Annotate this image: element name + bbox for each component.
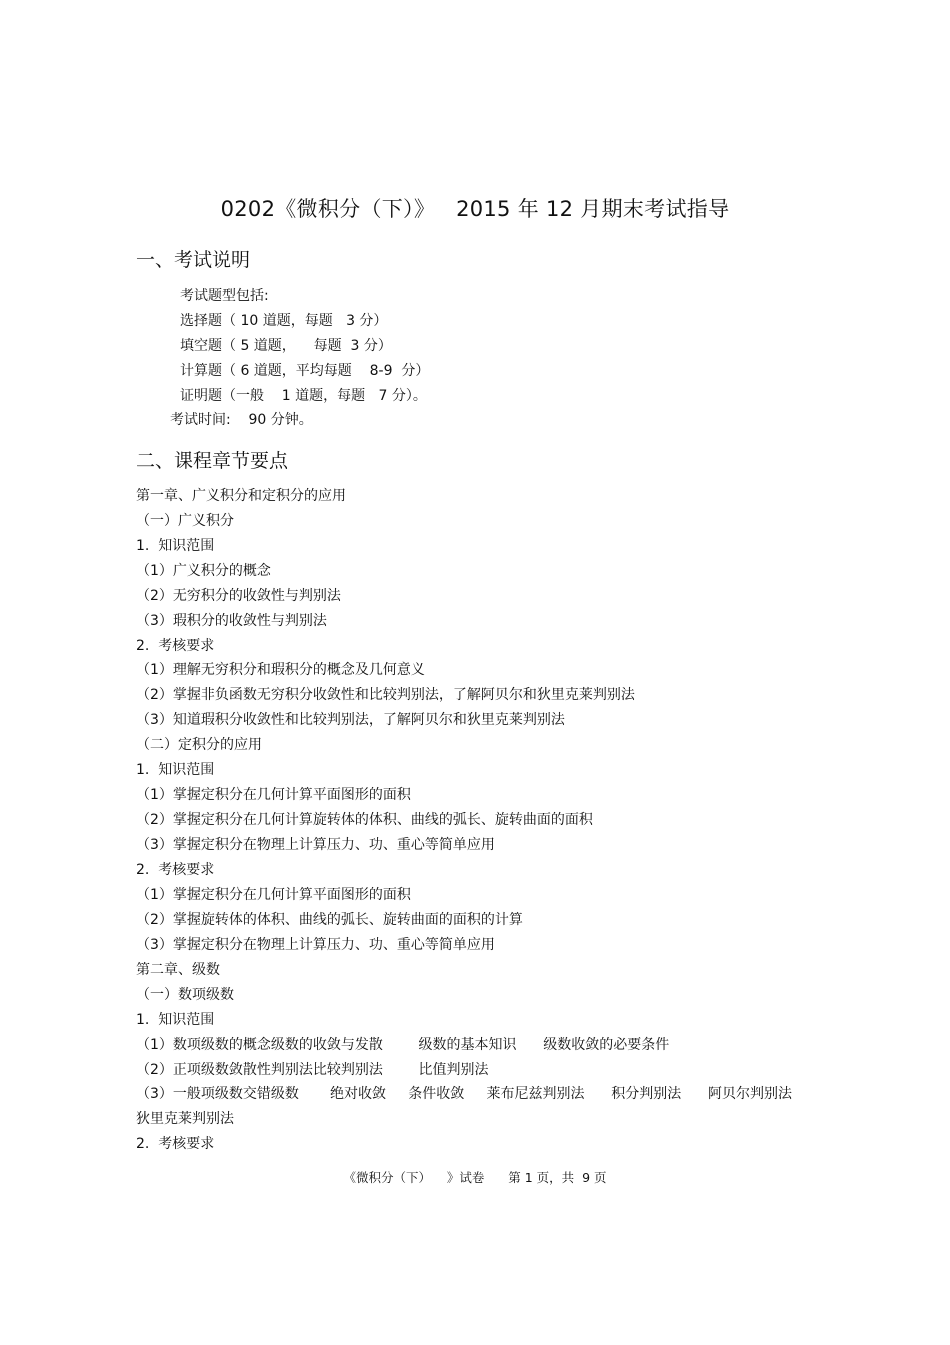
outline-line: 2. 考核要求	[136, 862, 215, 878]
exam-time: 考试时间: 90 分钟。	[170, 412, 313, 428]
outline-line: （1）理解无穷积分和瑕积分的概念及几何意义	[136, 662, 425, 678]
outline-line: （2）掌握非负函数无穷积分收敛性和比较判别法，了解阿贝尔和狄里克莱判别法	[136, 687, 635, 703]
page-footer: 《微积分（下） 》试卷 第 1 页，共 9 页	[343, 1170, 607, 1185]
document-title: 0202《微积分（下）》 2015 年 12 月期末考试指导	[220, 197, 730, 221]
outline-line: （一）数项级数	[136, 987, 234, 1003]
section-heading-chapter-points: 二、课程章节要点	[136, 450, 289, 472]
exam-info-line: 计算题（ 6 道题，平均每题 8-9 分）	[180, 363, 430, 379]
outline-line: 第二章、级数	[136, 962, 220, 978]
outline-line: （3）一般项级数交错级数 绝对收敛 条件收敛 莱布尼兹判别法 积分判别法 阿贝尔判别法	[136, 1086, 792, 1102]
exam-info-line: 证明题（一般 1 道题，每题 7 分）。	[180, 388, 427, 404]
outline-line: （2）掌握旋转体的体积、曲线的弧长、旋转曲面的面积的计算	[136, 912, 523, 928]
outline-line: 1. 知识范围	[136, 1012, 215, 1028]
outline-line: （1）数项级数的概念级数的收敛与发散 级数的基本知识 级数收敛的必要条件	[136, 1037, 670, 1053]
outline-line: 第一章、广义积分和定积分的应用	[136, 488, 346, 504]
outline-line: （二）定积分的应用	[136, 737, 262, 753]
outline-line: （3）掌握定积分在物理上计算压力、功、重心等简单应用	[136, 937, 495, 953]
outline-line: （3）瑕积分的收敛性与判别法	[136, 613, 327, 629]
section-heading-exam-description: 一、考试说明	[136, 249, 251, 271]
outline-line: （1）广义积分的概念	[136, 563, 271, 579]
outline-line: （2）正项级数敛散性判别法比较判别法 比值判别法	[136, 1062, 489, 1078]
outline-line: 2. 考核要求	[136, 1136, 215, 1152]
outline-line: （3）掌握定积分在物理上计算压力、功、重心等简单应用	[136, 837, 495, 853]
outline-line: 1. 知识范围	[136, 762, 215, 778]
outline-line: （3）知道瑕积分收敛性和比较判别法，了解阿贝尔和狄里克莱判别法	[136, 712, 565, 728]
outline-line: 狄里克莱判别法	[136, 1111, 234, 1127]
exam-info-line: 选择题（ 10 道题，每题 3 分）	[180, 313, 388, 329]
outline-line: （一）广义积分	[136, 513, 234, 529]
outline-line: 2. 考核要求	[136, 638, 215, 654]
outline-line: （1）掌握定积分在几何计算平面图形的面积	[136, 787, 411, 803]
outline-line: （2）掌握定积分在几何计算旋转体的体积、曲线的弧长、旋转曲面的面积	[136, 812, 593, 828]
outline-line: （2）无穷积分的收敛性与判别法	[136, 588, 341, 604]
exam-info-line: 考试题型包括:	[180, 288, 269, 304]
outline-line: 1. 知识范围	[136, 538, 215, 554]
exam-info-line: 填空题（ 5 道题， 每题 3 分）	[180, 338, 392, 354]
outline-line: （1）掌握定积分在几何计算平面图形的面积	[136, 887, 411, 903]
